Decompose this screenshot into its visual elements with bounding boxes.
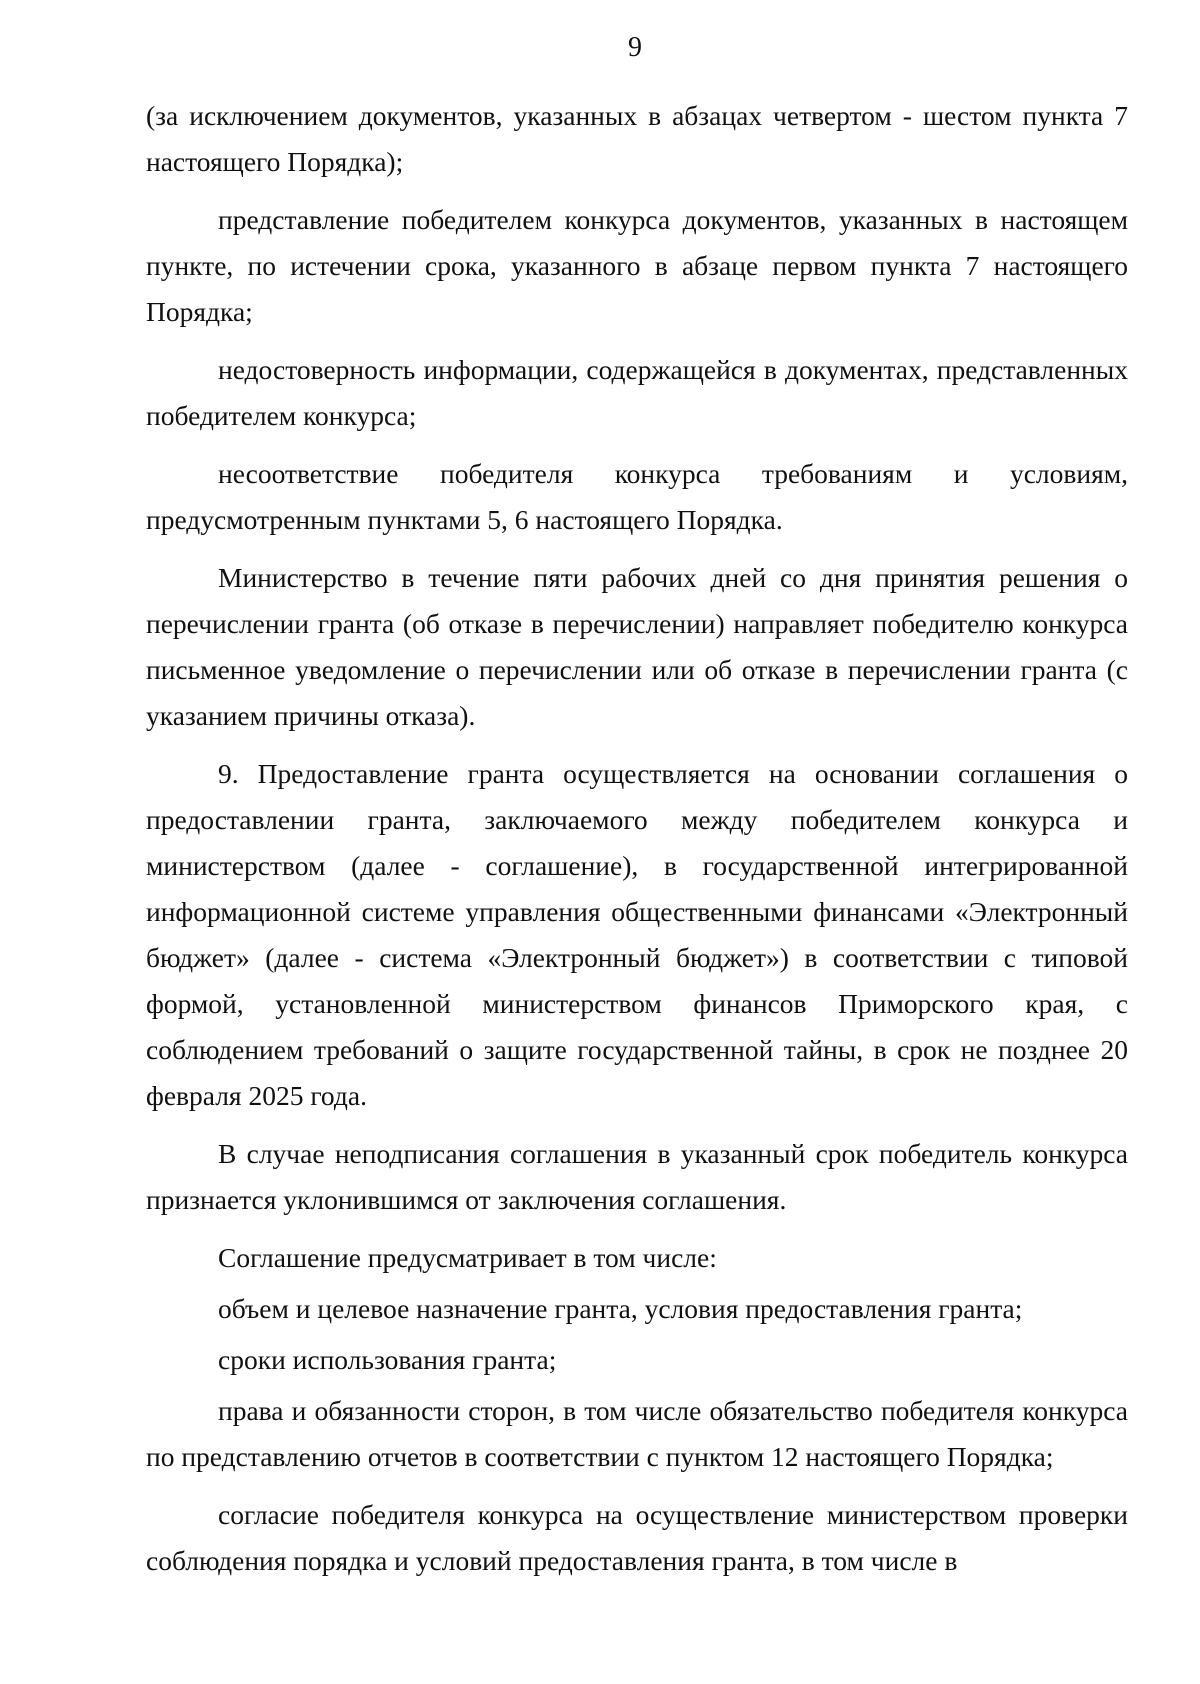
paragraph-agreement-provides: Соглашение предусматривает в том числе: xyxy=(218,1242,717,1273)
page-number: 9 xyxy=(628,32,642,63)
paragraph-late-submission: представление победителем конкурса документов, указанных в настоящем пункте, по истечении срока, указанного в абзаце первом пункта 7 настоящего Порядка; xyxy=(146,204,1128,327)
paragraph-notification: Министерство в течение пяти рабочих дней со дня принятия решения о перечислении гранта (об отказе в перечислении) направляет победителю конкурса письменное уведомление о перечислении или об отказе в перечислении гранта (с указанием причины отказа). xyxy=(146,562,1128,731)
paragraph-non-signing: В случае неподписания соглашения в указанный срок победитель конкурса признается уклонившимся от заключения соглашения. xyxy=(146,1138,1128,1215)
paragraph-grant-terms: сроки использования гранта; xyxy=(218,1344,557,1375)
paragraph-unreliable-info: недостоверность информации, содержащейся в документах, представленных победителем конкурса; xyxy=(146,354,1128,431)
document-body xyxy=(146,93,1128,1596)
paragraph-grant-volume: объем и целевое назначение гранта, условия предоставления гранта; xyxy=(218,1293,1023,1324)
paragraph-item-9: 9. Предоставление гранта осуществляется на основании соглашения о предоставлении гранта, заключаемого между победителем конкурса и министерством (далее - соглашение), в государственной интегрированной информационной системе управления общественными финансами «Электронный бюджет» (далее - система «Электронный бюджет») в соответствии с типовой формой, установленной министерством финансов Приморского края, с соблюдением требований о защите государственной тайны, в срок не позднее 20 февраля 2025 года. xyxy=(146,758,1128,1111)
paragraph-noncompliance: несоответствие победителя конкурса требованиям и условиям, предусмотренным пунктами 5, 6 настоящего Порядка. xyxy=(146,458,1128,535)
paragraph-rights-duties: права и обязанности сторон, в том числе обязательство победителя конкурса по представлению отчетов в соответствии с пунктом 12 настоящего Порядка; xyxy=(146,1395,1128,1472)
paragraph-continuation: (за исключением документов, указанных в абзацах четвертом - шестом пункта 7 настоящего Порядка); xyxy=(146,100,1128,177)
paragraph-consent: согласие победителя конкурса на осуществление министерством проверки соблюдения порядка и условий предоставления гранта, в том числе в xyxy=(146,1499,1128,1576)
